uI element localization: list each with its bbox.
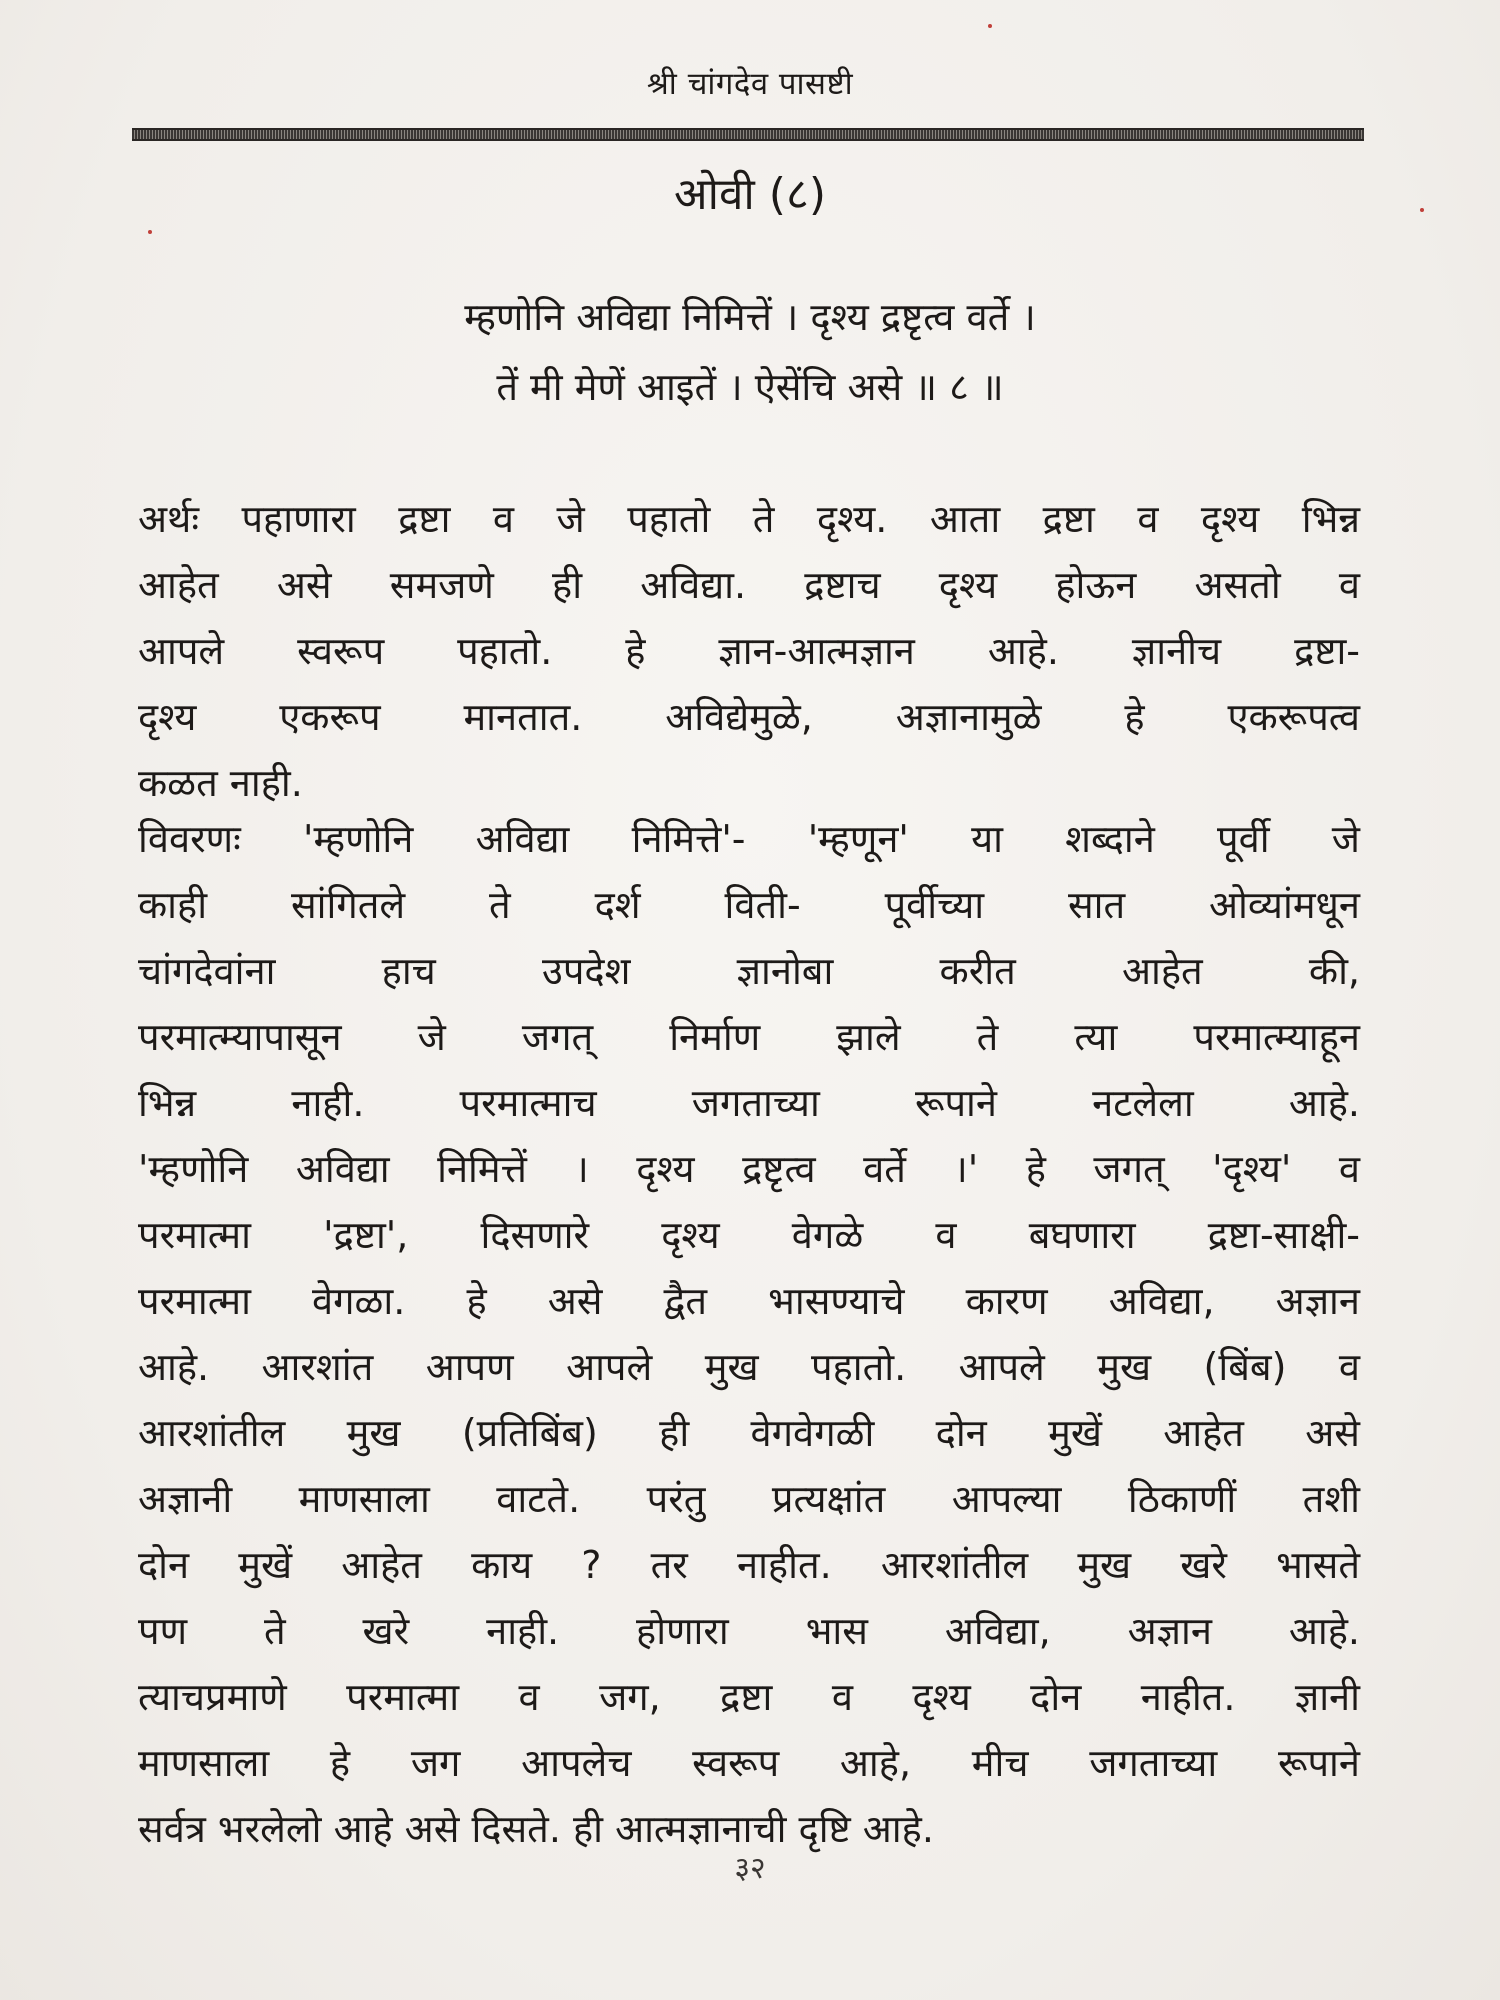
body-line: काही सांगितले ते दर्श विती- पूर्वीच्या सात ओव्यांमधून bbox=[138, 883, 1360, 927]
body-line: परमात्मा 'द्रष्टा', दिसणारे दृश्य वेगळे व बघणारा द्रष्टा-साक्षी- bbox=[138, 1213, 1360, 1257]
body-line: आहे. आरशांत आपण आपले मुख पहातो. आपले मुख (बिंब) व bbox=[138, 1345, 1360, 1389]
running-head: श्री चांगदेव पासष्टी bbox=[646, 66, 854, 102]
body-line: दृश्य एकरूप मानतात. अविद्येमुळे, अज्ञानामुळे हे एकरूपत्व bbox=[138, 695, 1360, 739]
body-line: माणसाला हे जग आपलेच स्वरूप आहे, मीच जगताच्या रूपाने bbox=[138, 1741, 1360, 1785]
page-number: ३२ bbox=[734, 1851, 766, 1886]
body-line: विवरणः 'म्हणोनि अविद्या निमित्ते'- 'म्हणून' या शब्दाने पूर्वी जे bbox=[138, 817, 1360, 861]
body-line: 'म्हणोनि अविद्या निमित्तें । दृश्य द्रष्टृत्व वर्ते ।' हे जगत् 'दृश्य' व bbox=[138, 1147, 1360, 1191]
body-line: पण ते खरे नाही. होणारा भास अविद्या, अज्ञान आहे. bbox=[138, 1609, 1360, 1653]
body-line: भिन्न नाही. परमात्माच जगताच्या रूपाने नटलेला आहे. bbox=[138, 1081, 1360, 1125]
body-line: अर्थः पहाणारा द्रष्टा व जे पहातो ते दृश्य. आता द्रष्टा व दृश्य भिन्न bbox=[138, 497, 1360, 541]
body-line: त्याचप्रमाणे परमात्मा व जग, द्रष्टा व दृश्य दोन नाहीत. ज्ञानी bbox=[138, 1675, 1360, 1719]
ink-speck bbox=[988, 24, 992, 28]
body-line: कळत नाही. bbox=[138, 761, 303, 805]
verse-heading: ओवी (८) bbox=[673, 169, 827, 220]
ink-speck bbox=[148, 230, 152, 234]
body-line: आपले स्वरूप पहातो. हे ज्ञान-आत्मज्ञान आहे. ज्ञानीच द्रष्टा- bbox=[138, 629, 1360, 673]
body-line: परमात्म्यापासून जे जगत् निर्माण झाले ते त्या परमात्म्याहून bbox=[138, 1015, 1360, 1059]
body-line: आरशांतील मुख (प्रतिबिंब) ही वेगवेगळी दोन मुखें आहेत असे bbox=[138, 1411, 1360, 1455]
ink-speck bbox=[1420, 208, 1424, 212]
body-line: दोन मुखें आहेत काय ? तर नाहीत. आरशांतील मुख खरे भासते bbox=[138, 1543, 1360, 1587]
body-line: आहेत असे समजणे ही अविद्या. द्रष्टाच दृश्य होऊन असतो व bbox=[138, 563, 1360, 607]
verse-line: म्हणोनि अविद्या निमित्तें । दृश्य द्रष्टृत्व वर्ते । bbox=[464, 295, 1036, 339]
body-line: परमात्मा वेगळा. हे असे द्वैत भासण्याचे कारण अविद्या, अज्ञान bbox=[138, 1279, 1360, 1323]
body-line: चांगदेवांना हाच उपदेश ज्ञानोबा करीत आहेत की, bbox=[138, 949, 1360, 993]
header-rule bbox=[132, 128, 1364, 141]
body-line: सर्वत्र भरलेलो आहे असे दिसते. ही आत्मज्ञानाची दृष्टि आहे. bbox=[138, 1807, 934, 1851]
verse-line: तें मी मेणें आइतें । ऐसेंचि असे ॥ ८ ॥ bbox=[496, 365, 1004, 409]
body-line: अज्ञानी माणसाला वाटते. परंतु प्रत्यक्षांत आपल्या ठिकाणीं तशी bbox=[138, 1477, 1360, 1521]
